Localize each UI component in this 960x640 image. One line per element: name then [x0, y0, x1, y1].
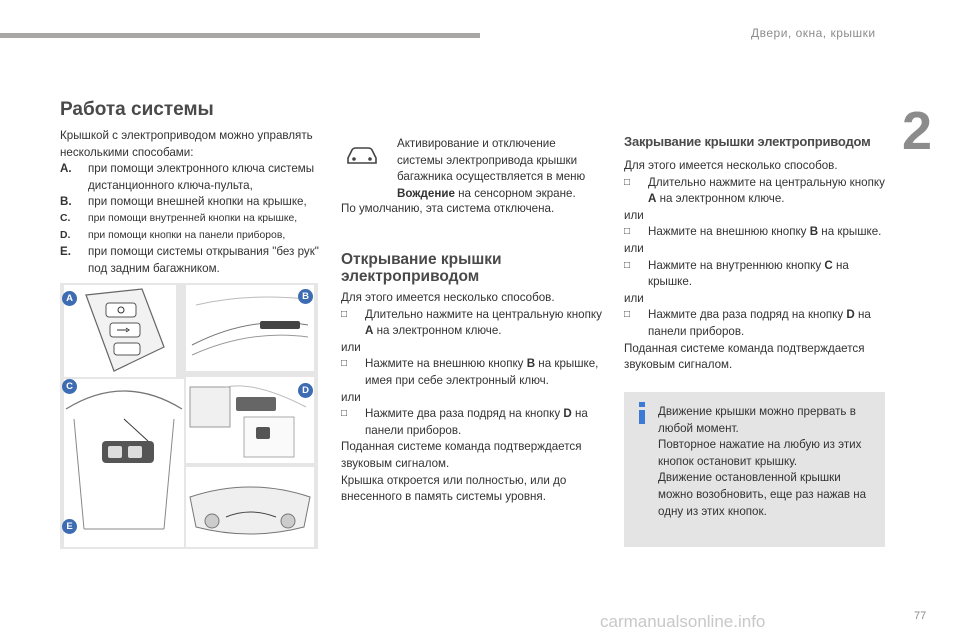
- or-text: или: [624, 291, 644, 305]
- option-a: [60, 161, 322, 194]
- option-c: [60, 211, 322, 228]
- option-key: A.: [60, 162, 72, 176]
- step-pre: Нажмите на внешнюю кнопку: [365, 357, 527, 371]
- or-text: или: [624, 241, 644, 255]
- watermark: carmanualsonline.info: [600, 612, 766, 631]
- activation-pre: Активирование и отключение системы электропривода крышки багажника осуществляется в меню: [397, 137, 586, 184]
- option-text: при помощи кнопки на панели приборов,: [88, 229, 286, 241]
- step-pre: Длительно нажмите на центральную кнопку: [648, 175, 885, 189]
- option-key: B.: [60, 195, 72, 209]
- step-post: на крышке.: [648, 258, 849, 289]
- note-line: Повторное нажатие на любую из этих кнопок остановит крышку.: [658, 438, 862, 468]
- page-title: Работа системы: [60, 99, 214, 120]
- label-b-badge: B: [298, 289, 313, 304]
- step-key: A: [648, 192, 657, 206]
- activation-text: [397, 136, 603, 202]
- bullet-icon: □: [341, 358, 348, 370]
- panel-key-fob: [64, 285, 176, 377]
- step-post: на электронном ключе.: [656, 192, 785, 206]
- option-e: [60, 244, 322, 277]
- step-post: на панели приборов.: [648, 308, 871, 338]
- section-title: Двери, окна, крышки: [751, 26, 876, 40]
- bullet-icon: □: [624, 226, 631, 238]
- default-off-text: По умолчанию, эта система отключена.: [341, 202, 555, 215]
- open-step: [341, 307, 603, 340]
- label-a-badge: A: [62, 291, 77, 306]
- or-text: или: [341, 340, 361, 354]
- driving-menu-label: Вождение: [397, 186, 455, 200]
- step-key: D: [563, 407, 572, 421]
- panel-hands-free: [186, 467, 314, 547]
- car-icon: [345, 142, 379, 168]
- option-text: при помощи системы открывания "без рук" под задним багажником.: [88, 245, 319, 275]
- close-section: [624, 158, 886, 374]
- close-step: [624, 307, 886, 340]
- open-step: [341, 406, 603, 439]
- bullet-icon: □: [341, 308, 348, 320]
- open-step: [341, 356, 603, 389]
- close-confirm: Поданная системе команда подтверждается звуковым сигналом.: [624, 341, 865, 372]
- note-line: Движение крышки можно прервать в любой момент.: [658, 405, 856, 435]
- close-section-title: Закрывание крышки электроприводом: [624, 134, 871, 149]
- bumper-drawing: [186, 467, 314, 547]
- step-post: на крышке.: [818, 225, 882, 239]
- info-icon: [634, 402, 650, 424]
- option-key: E.: [60, 245, 71, 259]
- close-step: [624, 224, 886, 241]
- step-post: на электронном ключе.: [373, 324, 502, 338]
- open-confirm: Поданная системе команда подтверждается звуковым сигналом.: [341, 440, 582, 470]
- step-pre: Нажмите на внутреннюю кнопку: [648, 258, 825, 272]
- intro-block: [60, 128, 322, 277]
- key-fob-drawing: [64, 285, 176, 377]
- close-intro: Для этого имеется несколько способов.: [624, 159, 838, 172]
- bullet-icon: □: [624, 176, 631, 188]
- step-pre: Нажмите два раза подряд на кнопку: [365, 407, 564, 421]
- trunk-drawing: [64, 379, 184, 547]
- option-key: C.: [60, 212, 71, 224]
- step-key: A: [365, 324, 374, 338]
- tailgate-drawing: [186, 285, 314, 371]
- step-pre: Нажмите на внешнюю кнопку: [648, 225, 810, 239]
- controls-illustration: [60, 283, 318, 549]
- note-text: [658, 404, 878, 520]
- open-intro: Для этого имеется несколько способов.: [341, 291, 555, 304]
- option-text: при помощи внутренней кнопки на крышке,: [88, 212, 298, 224]
- step-post: на крышке, имея при себе электронный ключ.: [365, 357, 599, 387]
- header-bar: [0, 33, 480, 38]
- step-pre: Длительно нажмите на центральную кнопку: [365, 307, 602, 321]
- step-pre: Нажмите два раза подряд на кнопку: [648, 308, 847, 322]
- step-key: B: [809, 225, 819, 239]
- dashboard-drawing: [186, 377, 314, 463]
- intro-text: Крышкой с электроприводом можно управлять несколькими способами:: [60, 129, 313, 159]
- label-c-badge: C: [62, 379, 77, 394]
- bullet-icon: □: [624, 259, 631, 271]
- note-line: Движение остановленной крышки можно возобновить, еще раз нажав на одну из этих кнопок.: [658, 471, 867, 518]
- open-section: [341, 290, 603, 506]
- panel-interior-button: [64, 379, 184, 547]
- option-text: при помощи электронного ключа системы дистанционного ключа-пульта,: [88, 162, 315, 192]
- close-step: [624, 175, 886, 208]
- open-result: Крышка откроется или полностью, или до внесенного в память системы уровня.: [341, 473, 567, 504]
- panel-exterior-button: [186, 285, 314, 371]
- chapter-number: 2: [902, 101, 933, 161]
- info-note: [624, 392, 885, 547]
- step-key: B: [526, 357, 536, 371]
- step-post: на панели приборов.: [365, 407, 588, 437]
- page-number: 77: [914, 610, 927, 622]
- panel-dashboard-button: [186, 377, 314, 463]
- option-key: D.: [60, 229, 71, 241]
- close-step: [624, 258, 886, 291]
- bullet-icon: □: [624, 309, 631, 321]
- label-d-badge: D: [298, 383, 313, 398]
- option-d: [60, 228, 322, 245]
- label-e-badge: E: [62, 519, 77, 534]
- bullet-icon: □: [341, 408, 348, 420]
- step-key: D: [846, 308, 855, 322]
- step-key: C: [824, 258, 833, 272]
- option-text: при помощи внешней кнопки на крышке,: [88, 195, 307, 209]
- or-text: или: [624, 208, 644, 222]
- activation-post: на сенсорном экране.: [454, 186, 576, 200]
- option-b: [60, 194, 322, 211]
- or-text: или: [341, 390, 361, 404]
- open-section-title: Открывание крышки электроприводом: [341, 251, 502, 285]
